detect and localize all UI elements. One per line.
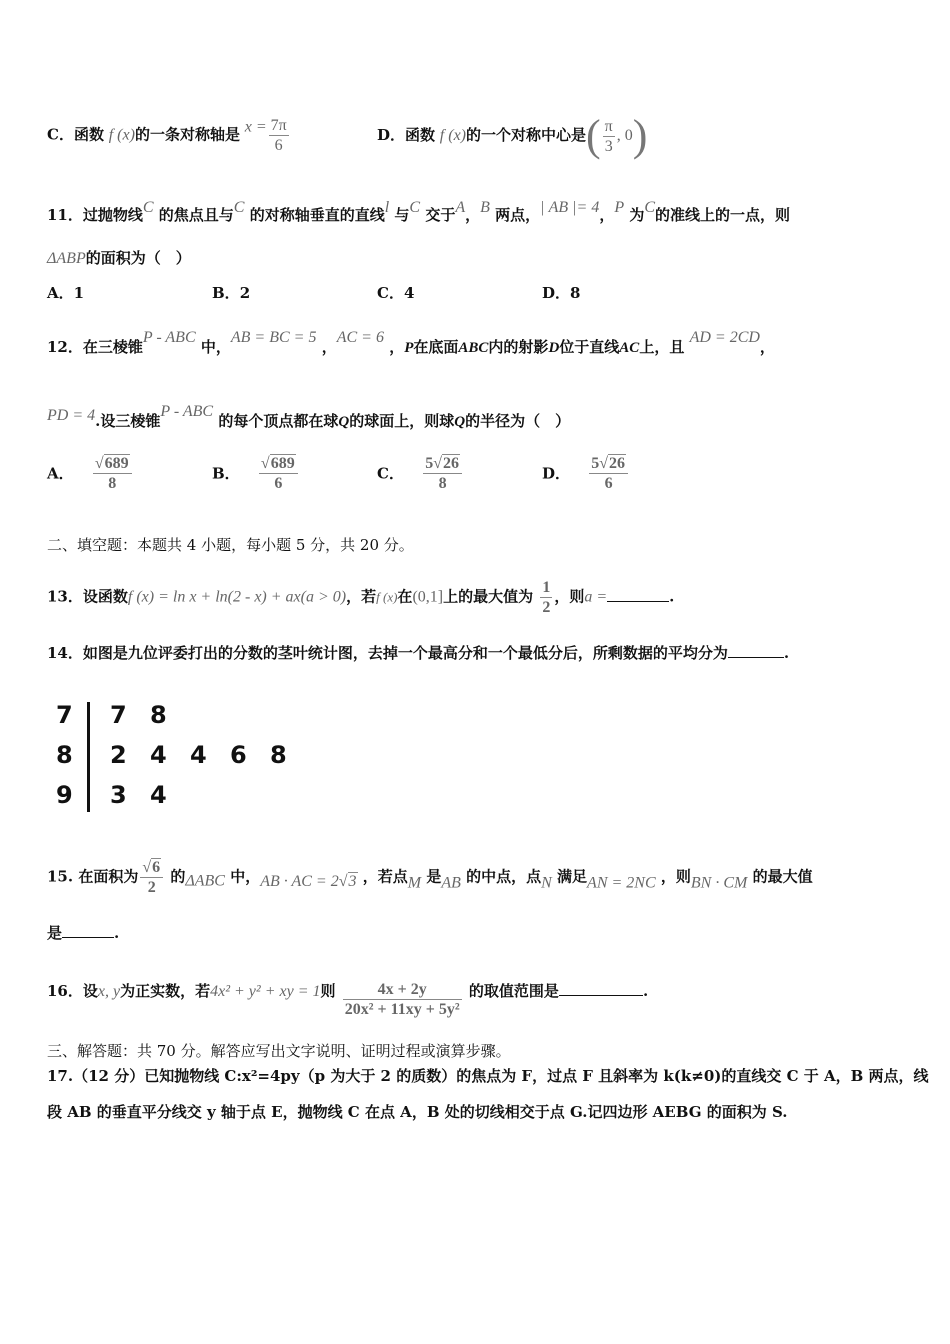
q17-line2: 段 AB 的垂直平分线交 y 轴于点 E，抛物线 C 在点 A，B 处的切线相交于点 G.记四边形 AEBG 的面积为 S.	[47, 1103, 788, 1121]
q16-answer-blank[interactable]	[559, 981, 643, 996]
q12-option-a: A． $\frac{√689}{8}$	[47, 454, 134, 493]
q12-option-c: C． $\frac{5√26}{8}$	[377, 454, 464, 493]
q12-stem-line1: 12．在三棱锥P - ABC 中，AB = BC = 5 ，AC = 6 ，P在底面ABC内的射影D位于直线AC上，且 AD = 2CD，	[47, 329, 775, 356]
q10-c-fraction: $\frac{7\pi}{6}$	[270, 117, 287, 154]
q14-stem: 14．如图是九位评委打出的分数的茎叶统计图，去掉一个最高分和一个最低分后，所剩数据的平均分为 .	[47, 644, 790, 662]
q12-option-b: B． $\frac{√689}{6}$	[212, 454, 300, 493]
q15-stem-line1: 15. 在面积为 $\frac{√6}{2}$ 的ΔABC 中，AB · AC = 2√3 ，若点M 是AB 的中点，点N 满足AN = 2NC ，则BN · CM 的最大值	[47, 859, 813, 896]
section2-heading: 二、填空题：本题共 4 小题，每小题 5 分，共 20 分。	[47, 536, 414, 554]
q10-d-label: D．函数	[377, 126, 436, 144]
q11-option-d: D．8	[542, 284, 581, 302]
q13-stem: 13．设函数f (x) = ln x + ln(2 - x) + ax(a > 0)，若f (x)在(0,1]上的最大值为 $\frac{1}{2}$ ，则a = .	[47, 579, 675, 616]
q10-c-label: C．函数	[47, 125, 104, 144]
q10-d-tail: , 0	[616, 127, 633, 144]
q17-line1: 17.（12 分）已知抛物线 C:x²=4py（p 为大于 2 的质数）的焦点为 F，过点 F 且斜率为 k(k≠0)的直线交 C 于 A，B 两点，线	[47, 1067, 929, 1085]
q16-stem: 16．设x, y为正实数，若4x² + y² + xy = 1则 $\frac{4x + 2y}{\text{20x² + 11xy + 5y²}}$ 的取值范围是 .	[47, 981, 649, 1018]
q10-d-fx: f (x)	[439, 127, 466, 144]
q10-option-d: D．函数 f (x)的一个对称中心是( $\frac{\pi}{3}$ , 0)	[377, 111, 648, 160]
q11-option-a: A．1	[47, 284, 85, 302]
stem-leaf-plot: 7 7 8 8 2 4 4 6 8 9 3 4	[56, 698, 306, 814]
stem-leaf-divider	[87, 702, 90, 812]
q13-answer-blank[interactable]	[607, 587, 669, 602]
q11-stem-line2: ΔABP的面积为（ ）	[47, 249, 191, 267]
q11-stem-line1: 11．过抛物线C 的焦点且与C 的对称轴垂直的直线l 与C 交于A，B 两点，| AB |= 4，P 为C的准线上的一点，则	[47, 199, 791, 224]
section3-heading: 三、解答题：共 70 分。解答应写出文字说明、证明过程或演算步骤。	[47, 1042, 511, 1060]
q14-answer-blank[interactable]	[728, 643, 784, 658]
q12-stem-line2: PD = 4.设三棱锥P - ABC 的每个顶点都在球Q的球面上，则球Q的半径为（ ）	[47, 403, 571, 430]
q10-c-fx: f (x)	[108, 126, 135, 144]
q15-answer-blank[interactable]	[62, 923, 114, 938]
q10-c-x: x =	[244, 118, 267, 136]
q10-d-text: 的一个对称中心是	[466, 126, 587, 144]
q10-d-fraction: $\frac{\pi}{3}$	[604, 117, 613, 155]
q10-c-text: 的一条对称轴是	[134, 125, 240, 144]
q11-option-b: B．2	[212, 284, 251, 302]
q15-stem-line2: 是 .	[47, 924, 120, 942]
q10-option-c	[47, 116, 291, 155]
q12-option-d: D． $\frac{5√26}{6}$	[542, 454, 630, 493]
q11-option-c: C．4	[377, 284, 415, 302]
